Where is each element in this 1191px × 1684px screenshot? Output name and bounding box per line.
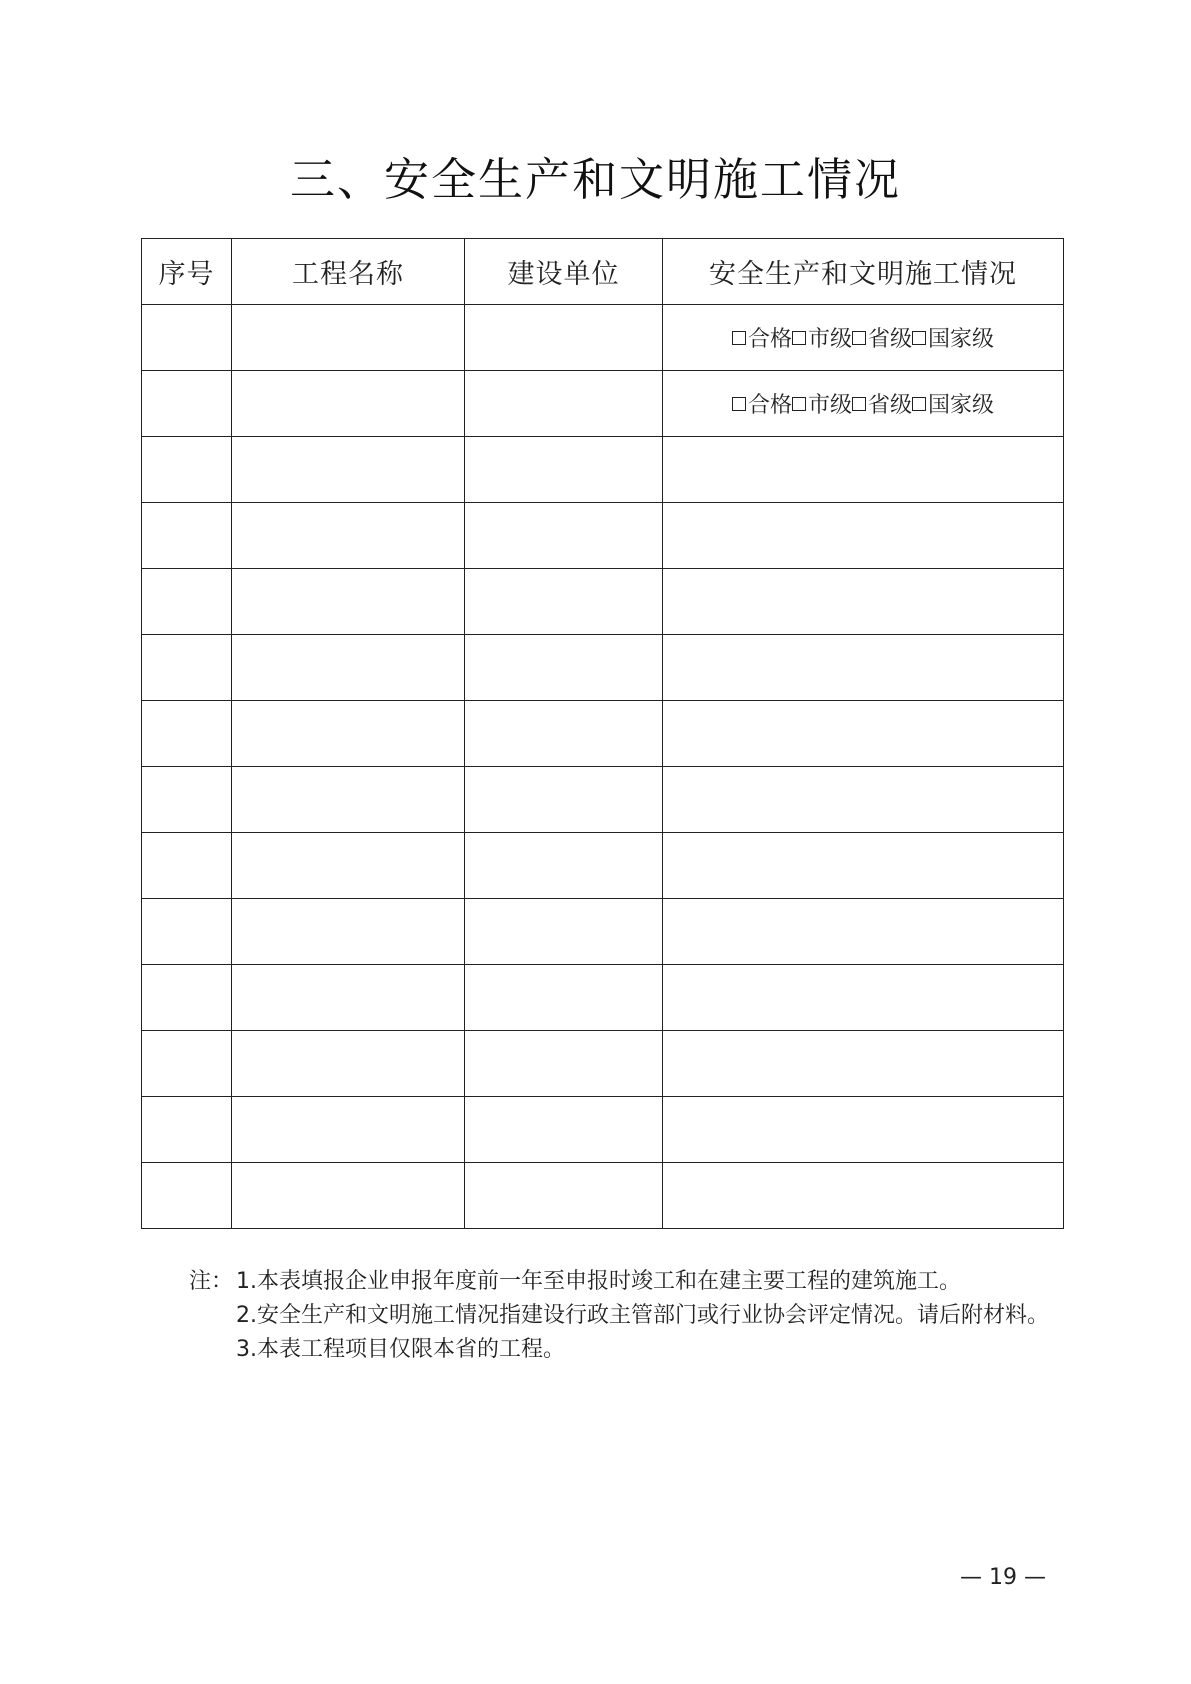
checkbox-icon[interactable] bbox=[912, 397, 926, 411]
checkbox-icon[interactable] bbox=[852, 331, 866, 345]
note-line bbox=[189, 1265, 1049, 1299]
cell-construction-unit[interactable] bbox=[465, 635, 663, 701]
header-construction-unit: 建设单位 bbox=[465, 239, 663, 305]
note-prefix: 注： bbox=[189, 1269, 234, 1294]
cell-serial[interactable] bbox=[142, 635, 232, 701]
page-number: — 19 — bbox=[960, 1565, 1046, 1590]
note-line bbox=[189, 1299, 1049, 1333]
status-option[interactable] bbox=[732, 322, 792, 353]
cell-construction-unit[interactable] bbox=[465, 899, 663, 965]
cell-safety-status[interactable] bbox=[663, 371, 1064, 437]
table-row bbox=[142, 305, 1064, 371]
cell-construction-unit[interactable] bbox=[465, 767, 663, 833]
cell-safety-status[interactable] bbox=[663, 899, 1064, 965]
cell-project-name[interactable] bbox=[232, 437, 465, 503]
checkbox-icon[interactable] bbox=[732, 331, 746, 345]
cell-project-name[interactable] bbox=[232, 569, 465, 635]
cell-construction-unit[interactable] bbox=[465, 1163, 663, 1229]
table-row bbox=[142, 833, 1064, 899]
cell-project-name[interactable] bbox=[232, 701, 465, 767]
table-row bbox=[142, 437, 1064, 503]
cell-safety-status[interactable] bbox=[663, 701, 1064, 767]
cell-construction-unit[interactable] bbox=[465, 965, 663, 1031]
cell-safety-status[interactable] bbox=[663, 1163, 1064, 1229]
cell-serial[interactable] bbox=[142, 701, 232, 767]
cell-construction-unit[interactable] bbox=[465, 833, 663, 899]
cell-safety-status[interactable] bbox=[663, 635, 1064, 701]
cell-serial[interactable] bbox=[142, 371, 232, 437]
cell-serial[interactable] bbox=[142, 899, 232, 965]
table-row bbox=[142, 899, 1064, 965]
status-option-label: 国家级 bbox=[928, 327, 995, 352]
cell-construction-unit[interactable] bbox=[465, 503, 663, 569]
note-item-1: 1.本表填报企业申报年度前一年至申报时竣工和在建主要工程的建筑施工。 bbox=[236, 1269, 961, 1294]
table-row bbox=[142, 1031, 1064, 1097]
checkbox-icon[interactable] bbox=[852, 397, 866, 411]
cell-project-name[interactable] bbox=[232, 1097, 465, 1163]
cell-project-name[interactable] bbox=[232, 833, 465, 899]
checkbox-icon[interactable] bbox=[792, 331, 806, 345]
cell-serial[interactable] bbox=[142, 1163, 232, 1229]
cell-construction-unit[interactable] bbox=[465, 1097, 663, 1163]
header-serial: 序号 bbox=[142, 239, 232, 305]
table-row bbox=[142, 965, 1064, 1031]
cell-safety-status[interactable] bbox=[663, 503, 1064, 569]
cell-project-name[interactable] bbox=[232, 767, 465, 833]
status-option-label: 合格 bbox=[747, 327, 792, 352]
cell-project-name[interactable] bbox=[232, 899, 465, 965]
header-safety-status: 安全生产和文明施工情况 bbox=[663, 239, 1064, 305]
safety-table bbox=[141, 238, 1064, 1229]
cell-construction-unit[interactable] bbox=[465, 1031, 663, 1097]
cell-serial[interactable] bbox=[142, 305, 232, 371]
cell-project-name[interactable] bbox=[232, 635, 465, 701]
table-row bbox=[142, 503, 1064, 569]
note-item-3: 3.本表工程项目仅限本省的工程。 bbox=[236, 1337, 565, 1362]
page-title: 三、安全生产和文明施工情况 bbox=[289, 153, 901, 206]
cell-serial[interactable] bbox=[142, 833, 232, 899]
status-option[interactable] bbox=[912, 388, 994, 419]
table-row bbox=[142, 767, 1064, 833]
note-item-2: 2.安全生产和文明施工情况指建设行政主管部门或行业协会评定情况。请后附材料。 bbox=[236, 1303, 1049, 1328]
note-line bbox=[189, 1333, 1049, 1367]
table-body bbox=[142, 305, 1064, 1229]
status-option[interactable] bbox=[912, 322, 994, 353]
table-row bbox=[142, 1163, 1064, 1229]
table-row bbox=[142, 371, 1064, 437]
cell-safety-status[interactable] bbox=[663, 965, 1064, 1031]
checkbox-icon[interactable] bbox=[732, 397, 746, 411]
cell-project-name[interactable] bbox=[232, 965, 465, 1031]
status-option[interactable] bbox=[792, 322, 852, 353]
status-option-label: 市级 bbox=[807, 393, 852, 418]
cell-safety-status[interactable] bbox=[663, 305, 1064, 371]
status-option-label: 省级 bbox=[868, 327, 913, 352]
status-option-label: 国家级 bbox=[928, 393, 995, 418]
status-option-label: 省级 bbox=[868, 393, 913, 418]
cell-project-name[interactable] bbox=[232, 305, 465, 371]
status-option[interactable] bbox=[792, 388, 852, 419]
cell-serial[interactable] bbox=[142, 569, 232, 635]
cell-construction-unit[interactable] bbox=[465, 437, 663, 503]
cell-safety-status[interactable] bbox=[663, 569, 1064, 635]
cell-construction-unit[interactable] bbox=[465, 305, 663, 371]
cell-project-name[interactable] bbox=[232, 1031, 465, 1097]
cell-safety-status[interactable] bbox=[663, 767, 1064, 833]
cell-serial[interactable] bbox=[142, 1097, 232, 1163]
status-option[interactable] bbox=[852, 322, 912, 353]
cell-safety-status[interactable] bbox=[663, 1097, 1064, 1163]
cell-serial[interactable] bbox=[142, 437, 232, 503]
cell-serial[interactable] bbox=[142, 1031, 232, 1097]
cell-serial[interactable] bbox=[142, 767, 232, 833]
notes bbox=[189, 1265, 1049, 1367]
status-option[interactable] bbox=[732, 388, 792, 419]
cell-construction-unit[interactable] bbox=[465, 371, 663, 437]
cell-safety-status[interactable] bbox=[663, 833, 1064, 899]
status-option[interactable] bbox=[852, 388, 912, 419]
checkbox-icon[interactable] bbox=[912, 331, 926, 345]
table-row bbox=[142, 701, 1064, 767]
cell-safety-status[interactable] bbox=[663, 1031, 1064, 1097]
cell-project-name[interactable] bbox=[232, 1163, 465, 1229]
table-header-row bbox=[142, 239, 1064, 305]
header-project-name: 工程名称 bbox=[232, 239, 465, 305]
cell-safety-status[interactable] bbox=[663, 437, 1064, 503]
cell-construction-unit[interactable] bbox=[465, 569, 663, 635]
table-row bbox=[142, 635, 1064, 701]
cell-serial[interactable] bbox=[142, 503, 232, 569]
cell-project-name[interactable] bbox=[232, 503, 465, 569]
cell-construction-unit[interactable] bbox=[465, 701, 663, 767]
checkbox-icon[interactable] bbox=[792, 397, 806, 411]
cell-project-name[interactable] bbox=[232, 371, 465, 437]
status-option-label: 合格 bbox=[747, 393, 792, 418]
table-row bbox=[142, 569, 1064, 635]
status-option-label: 市级 bbox=[807, 327, 852, 352]
cell-serial[interactable] bbox=[142, 965, 232, 1031]
table-row bbox=[142, 1097, 1064, 1163]
